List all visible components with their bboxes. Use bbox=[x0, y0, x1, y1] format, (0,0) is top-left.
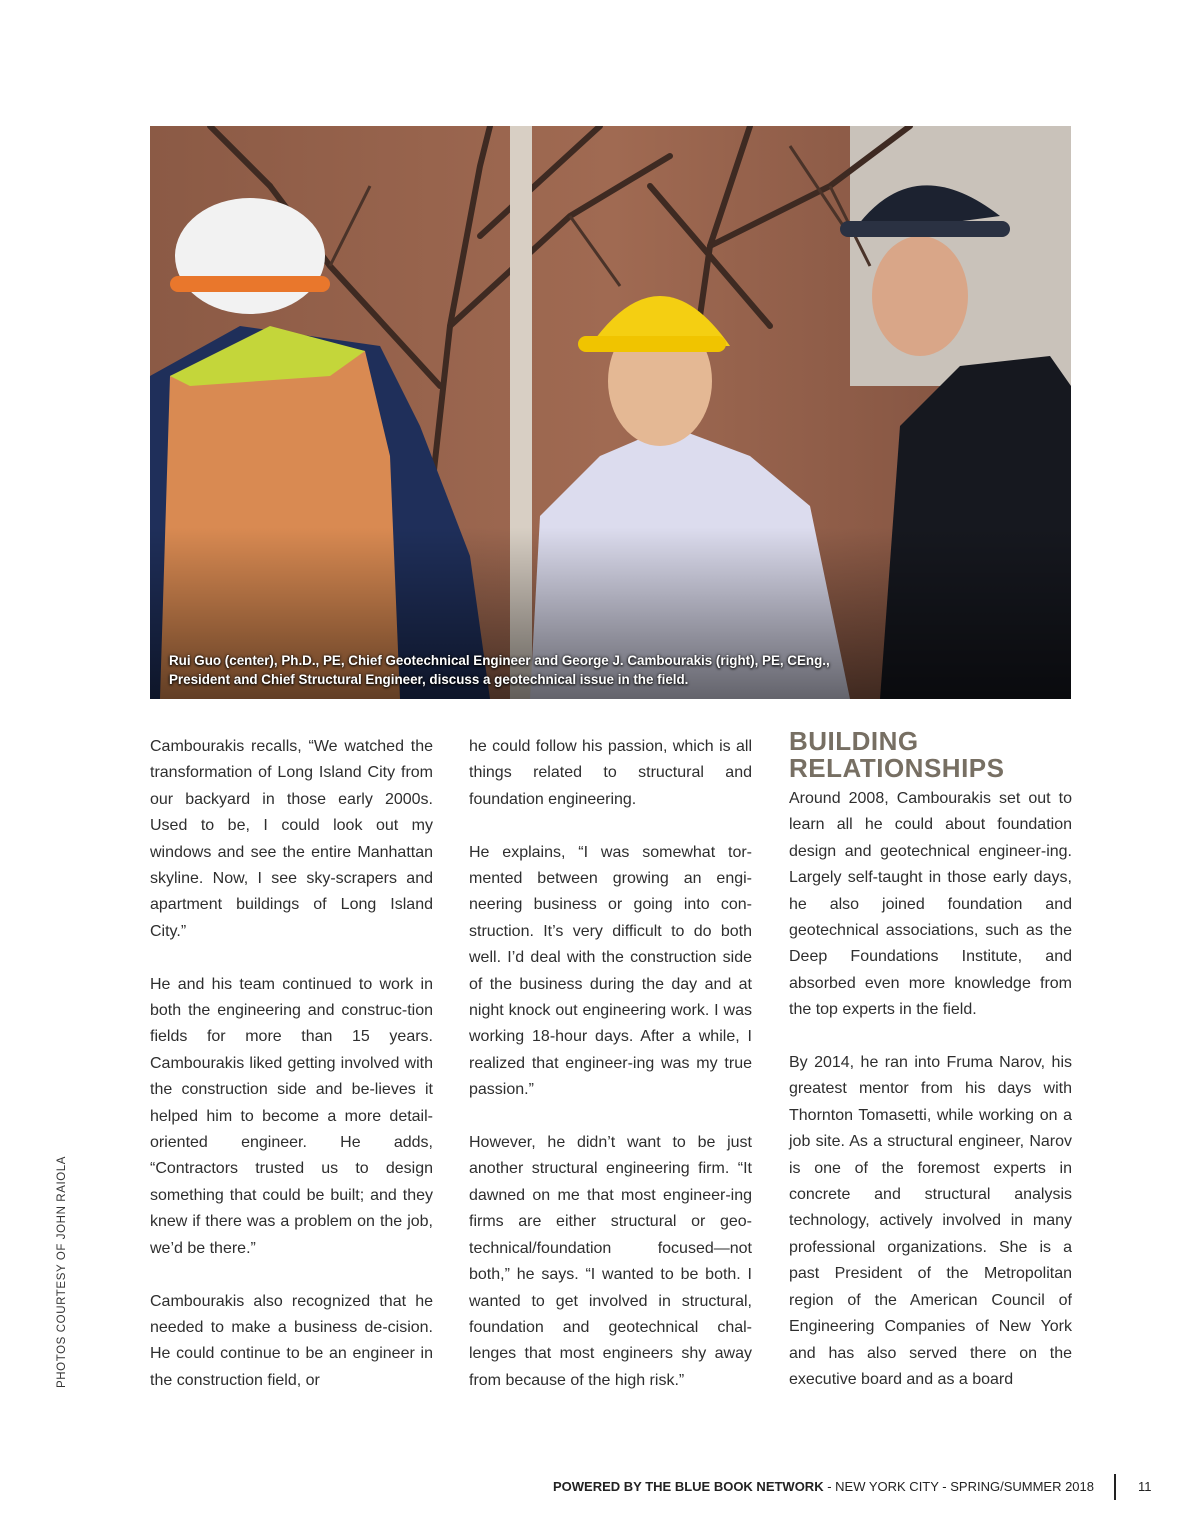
paragraph: Cambourakis also recognized that he needed to make a business de-cision. He could continue to be an engineer in the construction field, or bbox=[150, 1292, 433, 1389]
column-2 bbox=[469, 734, 752, 1394]
photo-illustration bbox=[150, 126, 1071, 699]
heading-line-1: BUILDING bbox=[789, 726, 919, 756]
footer-brand: POWERED BY THE BLUE BOOK NETWORK bbox=[552, 1479, 824, 1494]
heading-line-2: RELATIONSHIPS bbox=[789, 753, 1005, 783]
caption-line-1: Rui Guo (center), Ph.D., PE, Chief Geotechnical Engineer and George J. Cambourakis (right), PE, CEng., bbox=[169, 653, 830, 668]
footer-issue: - NEW YORK CITY - SPRING/SUMMER 2018 bbox=[823, 1479, 1094, 1494]
photo-caption bbox=[169, 651, 1041, 689]
paragraph: By 2014, he ran into Fruma Narov, his greatest mentor from his days with Thornton Tomasetti, while working on a job site. As a structural engineer, Narov is one of the foremost experts in concrete and structural analysis technology, actively involved in many professional organizations. She is a past President of the Metropolitan region of the American Council of Engineering Companies of New York and has also served there on the executive board and as a board bbox=[789, 1054, 1072, 1388]
page-number: 11 bbox=[1138, 1479, 1152, 1494]
paragraph: Around 2008, Cambourakis set out to learn all he could about foundation design and geotechnical engineer-ing. Largely self-taught in those early days, he also joined foundation and geotechnical associations, such as the Deep Foundations Institute, and absorbed even more knowledge from the top experts in the field. bbox=[789, 790, 1072, 1019]
section-heading bbox=[789, 728, 1072, 782]
feature-photo bbox=[150, 126, 1071, 699]
footer-text bbox=[553, 1479, 1094, 1494]
column-3 bbox=[789, 728, 1072, 1393]
column-1 bbox=[150, 734, 433, 1394]
footer-divider bbox=[1114, 1474, 1116, 1500]
paragraph: He and his team continued to work in both the engineering and construc-tion fields for more than 15 years. Cambourakis liked getting involved with the construction side and be-lieves it helped him to become a more detail-oriented engineer. He adds, “Contractors trusted us to design something that could be built; and they knew if there was a problem on the job, we’d be there.” bbox=[150, 975, 433, 1257]
paragraph: However, he didn’t want to be just another structural engineering firm. “It dawned on me that most engineer-ing firms are either structural or geo-technical/foundation focused—not both,” he says. “I wanted to be both. I wanted to get involved in structural, foundation and geotechnical chal-lenges that most engineers shy away from because of the high risk.” bbox=[469, 1134, 752, 1389]
caption-line-2: President and Chief Structural Engineer, discuss a geotechnical issue in the field. bbox=[169, 672, 689, 687]
paragraph: He explains, “I was somewhat tor-mented between growing an engi-neering business or going into con-struction. It’s very difficult to do both well. I’d deal with the construction side of the business during the day and at night knock out engineering work. I was working 18-hour days. After a while, I realized that engineer-ing was my true passion.” bbox=[469, 843, 752, 1099]
paragraph: he could follow his passion, which is all things related to structural and foundation engineering. bbox=[469, 738, 752, 808]
paragraph: Cambourakis recalls, “We watched the transformation of Long Island City from our backyard in those early 2000s. Used to be, I could look out my windows and see the entire Manhattan skyline. Now, I see sky-scrapers and apartment buildings of Long Island City.” bbox=[150, 738, 433, 940]
photo-credit: PHOTOS COURTESY OF JOHN RAIOLA bbox=[56, 1155, 68, 1388]
